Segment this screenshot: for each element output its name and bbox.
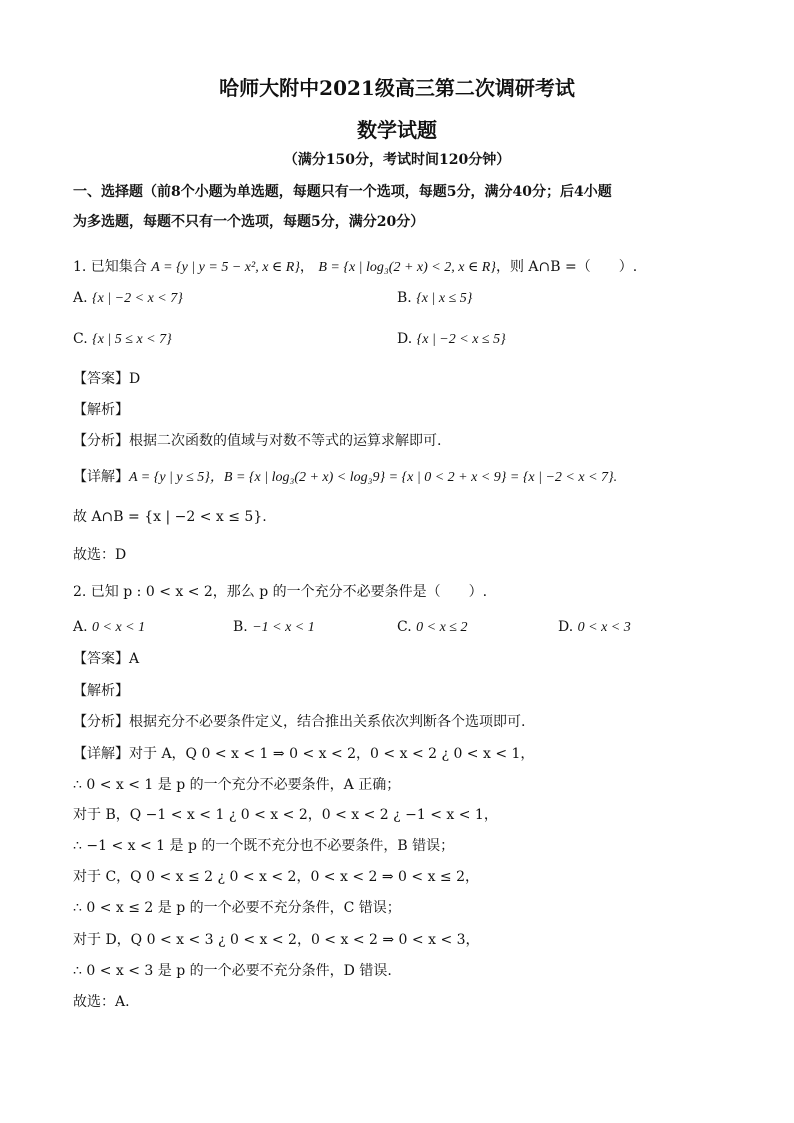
q2-analysis: 【分析】根据充分不必要条件定义，结合推出关系依次判断各个选项即可. xyxy=(73,714,526,730)
q1-conclusion: 故 A∩B = {x | −2 < x ≤ 5}. xyxy=(73,509,267,525)
option-letter: A. xyxy=(73,619,88,635)
option-text: {x | −2 < x < 7} xyxy=(92,291,183,306)
q1-detail xyxy=(73,468,617,487)
q2-detail-line: ∴ −1 < x < 1 是 p 的一个既不充分也不必要条件，B 错误； xyxy=(73,838,455,854)
option-letter: D. xyxy=(558,619,574,635)
option-text: 0 < x < 1 xyxy=(92,620,146,635)
option-text: {x | 5 ≤ x < 7} xyxy=(92,332,172,347)
option-text: −1 < x < 1 xyxy=(252,620,315,635)
option-letter: C. xyxy=(73,331,88,347)
q2-option-c xyxy=(397,619,467,636)
q1-answer: 【答案】D xyxy=(73,371,141,387)
q2-detail-line: 对于 B，Q −1 < x < 1 ¿ 0 < x < 2，0 < x < 2 ¿ −1 < x < 1， xyxy=(73,807,498,823)
q2-detail-line: 对于 C，Q 0 < x ≤ 2 ¿ 0 < x < 2，0 < x < 2 ⇒ 0 < x ≤ 2， xyxy=(73,869,480,885)
q1-jiexi: 【解析】 xyxy=(73,402,129,418)
q1-option-d xyxy=(397,331,506,348)
q1-set-a: A = {y | y = 5 − x², x ∈ R} xyxy=(151,260,300,275)
option-letter: D. xyxy=(397,331,413,347)
q2-detail-line: ∴ 0 < x < 3 是 p 的一个必要不充分条件，D 错误. xyxy=(73,963,392,979)
q2-answer: 【答案】A xyxy=(73,651,140,667)
detail-text: A = {y | y ≤ 5}，B = {x | log₃(2 + x) < log₃9} = {x | 0 < 2 + x < 9} = {x | −2 < x < 7}. xyxy=(129,470,618,485)
q1-stem-suffix: ，则 A∩B =（ ）. xyxy=(495,259,638,275)
q2-detail-line: ∴ 0 < x < 1 是 p 的一个充分不必要条件，A 正确； xyxy=(73,777,401,793)
q1-set-b: B = {x | log₃(2 + x) < 2, x ∈ R} xyxy=(318,260,496,275)
q2-option-d xyxy=(558,619,631,636)
q2-option-a xyxy=(73,619,145,636)
q1-option-b xyxy=(397,290,472,307)
q2-detail-line: ∴ 0 < x ≤ 2 是 p 的一个必要不充分条件，C 错误； xyxy=(73,900,401,916)
q2-option-b xyxy=(233,619,315,636)
option-letter: B. xyxy=(397,290,412,306)
option-text: 0 < x ≤ 2 xyxy=(416,620,468,635)
option-text: {x | x ≤ 5} xyxy=(416,291,473,306)
q1-choose: 故选：D xyxy=(73,547,127,563)
detail-label: 【详解】 xyxy=(73,469,129,485)
q2-detail-line: 【详解】对于 A，Q 0 < x < 1 ⇒ 0 < x < 2，0 < x < 2 ¿ 0 < x < 1， xyxy=(73,746,535,762)
subject-title: 数学试题 xyxy=(357,118,437,142)
section-heading-line2: 为多选题，每题不只有一个选项，每题5分，满分20分） xyxy=(73,214,425,230)
q1-analysis: 【分析】根据二次函数的值域与对数不等式的运算求解即可. xyxy=(73,433,442,449)
q1-comma: ， xyxy=(299,259,314,275)
q2-detail-line: 对于 D，Q 0 < x < 3 ¿ 0 < x < 2，0 < x < 2 ⇒ 0 < x < 3， xyxy=(73,932,480,948)
q2-choose: 故选：A. xyxy=(73,994,130,1010)
option-text: {x | −2 < x ≤ 5} xyxy=(416,332,506,347)
option-letter: B. xyxy=(233,619,248,635)
q1-stem xyxy=(73,258,637,277)
option-text: 0 < x < 3 xyxy=(577,620,631,635)
exam-info: （满分150分，考试时间120分钟） xyxy=(283,152,511,168)
section-heading-line1: 一、选择题（前8个小题为单选题，每题只有一个选项，每题5分，满分40分；后4小题 xyxy=(73,184,612,200)
q2-jiexi: 【解析】 xyxy=(73,683,129,699)
q2-stem: 2. 已知 p : 0 < x < 2，那么 p 的一个充分不必要条件是（ ）. xyxy=(73,584,488,600)
page-title: 哈师大附中2021级高三第二次调研考试 xyxy=(219,76,575,100)
q1-stem-prefix: 1. 已知集合 xyxy=(73,259,147,275)
option-letter: A. xyxy=(73,290,88,306)
q1-option-a xyxy=(73,290,183,307)
option-letter: C. xyxy=(397,619,412,635)
q1-option-c xyxy=(73,331,172,348)
